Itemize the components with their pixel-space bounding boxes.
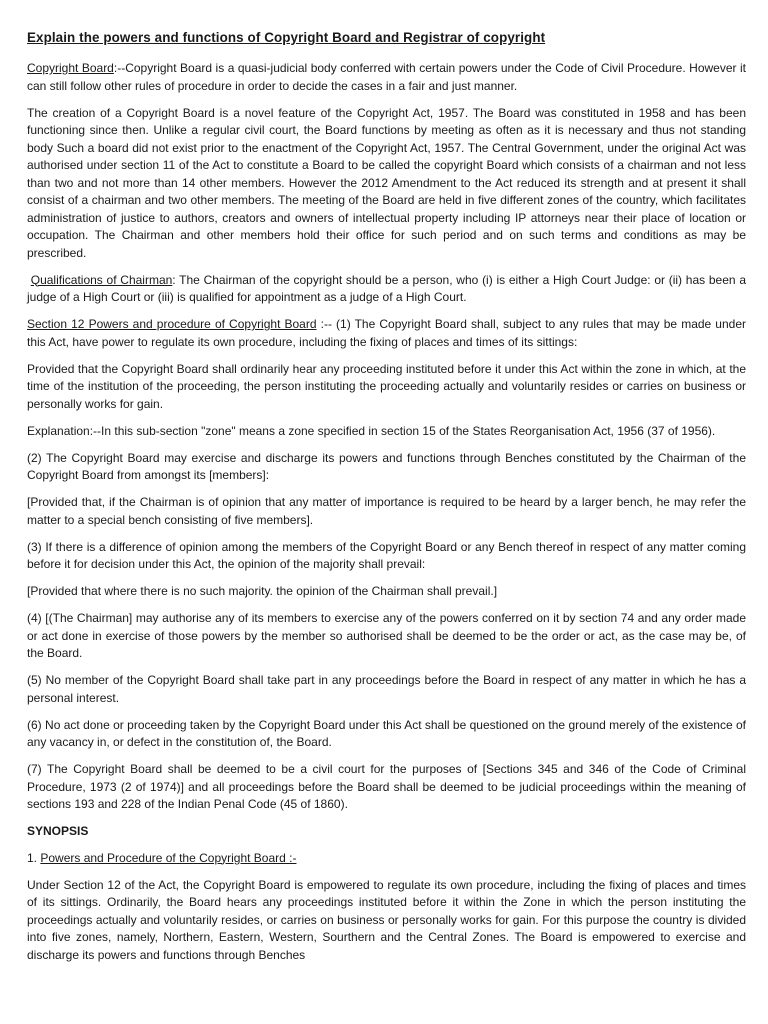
clause-5-paragraph: (5) No member of the Copyright Board shall take part in any proceedings before the Board in respect of any matter in which he has a personal interest. bbox=[27, 673, 746, 705]
section12-paragraph bbox=[27, 316, 746, 351]
qualifications-paragraph bbox=[27, 272, 746, 307]
clause-3-paragraph: (3) If there is a difference of opinion among the members of the Copyright Board or any Bench thereof in respect of any matter coming before it for decision under this Act, the opinion of the majority shall prevail: bbox=[27, 539, 746, 571]
clause-7-paragraph: (7) The Copyright Board shall be deemed to be a civil court for the purposes of [Sections 345 and 346 of the Code of Criminal Procedure, 1973 (2 of 1974)] and all proceedings before the Board shall be deemed to be judicial proceedings within the meaning of sections 193 and 228 of the Indian Penal Code (45 of 1860). bbox=[27, 762, 746, 811]
intro-term: Copyright Board bbox=[27, 61, 114, 75]
explanation-paragraph: Explanation:--In this sub-section "zone" means a zone specified in section 15 of the States Reorganisation Act, 1956 (37 of 1956). bbox=[27, 423, 716, 438]
clause-6-paragraph: (6) No act done or proceeding taken by the Copyright Board under this Act shall be questioned on the ground merely of the existence of any vacancy in, or defect in the constitution of, the Board. bbox=[27, 717, 746, 749]
clause-4-paragraph: (4) [(The Chairman] may authorise any of its members to exercise any of the powers conferred on it by section 74 and any order made or act done in exercise of those powers by the member so authorised shall be deemed to be the order or act, as the case may be, of the Board. bbox=[27, 611, 746, 660]
synopsis-item-1-heading: Powers and Procedure of the Copyright Board :- bbox=[40, 850, 297, 865]
document-title: Explain the powers and functions of Copyright Board and Registrar of copyright bbox=[27, 30, 546, 45]
qualifications-term: Qualifications of Chairman bbox=[30, 272, 173, 287]
qualifications-text: : The Chairman of the copyright should be a person, who (i) is either a High Court Judge: or (ii) has been a judge of a High Court or (iii) is qualified for appointment as a judge of a High Court. bbox=[27, 272, 746, 304]
intro-paragraph bbox=[27, 60, 746, 95]
section12-term: Section 12 Powers and procedure of Copyright Board bbox=[27, 317, 317, 331]
synopsis-item-1 bbox=[27, 850, 746, 868]
proviso-3-paragraph: [Provided that where there is no such majority. the opinion of the Chairman shall prevail.] bbox=[27, 584, 498, 598]
section12-text: :-- (1) The Copyright Board shall, subject to any rules that may be made under this Act, have power to regulate its own procedure, including the fixing of places and times of its sittings: bbox=[27, 317, 746, 349]
intro-text: :--Copyright Board is a quasi-judicial body conferred with certain powers under the Code of Civil Procedure. However it can still follow other rules of procedure in order to decide the cases in a fair and just manner. bbox=[27, 61, 746, 93]
closing-paragraph: Under Section 12 of the Act, the Copyright Board is empowered to regulate its own procedure, including the fixing of places and times of its sittings. Ordinarily, the Board hears any proceedings instituted before it within the Zone in which the person instituting the proceedings actually and voluntarily resides, or carries on business or personally works for gain. For this purpose the country is divided into five zones, namely, Northern, Eastern, Western, Sourthern and the Central Zones. The Board is empowered to exercise and discharge its powers and functions through Benches bbox=[27, 877, 746, 962]
creation-paragraph: The creation of a Copyright Board is a novel feature of the Copyright Act, 1957. The Board was constituted in 1958 and has been functioning since then. Unlike a regular civil court, the Board functions by meeting as often as it is necessary and thus not standing body Such a board did not exist prior to the enactment of the Copyright Act, 1957. The Central Government, under the original Act was authorised under section 11 of the Act to constitute a Board to be called the copyright Board which consists of a chairman and not less than two and not more than 14 other members. However the 2012 Amendment to the Act reduced its strength and at present it shall consist of a chairman and two other members. The meeting of the Board are held in five different zones of the country, which facilitates administration of justice to authors, creators and owners of intellectual property including IP attorneys near their place of location or occupation. The Chairman and other members hold their office for such period and on such terms and conditions as may be prescribed. bbox=[27, 105, 746, 260]
proviso-paragraph: Provided that the Copyright Board shall ordinarily hear any proceeding instituted before it under this Act within the zone in which, at the time of the institution of the proceeding, the person instituting the proceeding actually and voluntarily resides or carries on business or personally works for gain. bbox=[27, 361, 746, 411]
clause-2-paragraph: (2) The Copyright Board may exercise and discharge its powers and functions through Benches constituted by the Chairman of the Copyright Board from amongst its [members]: bbox=[27, 450, 746, 482]
synopsis-item-1-number: 1. bbox=[27, 850, 41, 865]
proviso-2-paragraph: [Provided that, if the Chairman is of opinion that any matter of importance is required to be heard by a larger bench, he may refer the matter to a special bench consisting of five members]. bbox=[27, 495, 746, 527]
synopsis-heading: SYNOPSIS bbox=[27, 824, 89, 838]
